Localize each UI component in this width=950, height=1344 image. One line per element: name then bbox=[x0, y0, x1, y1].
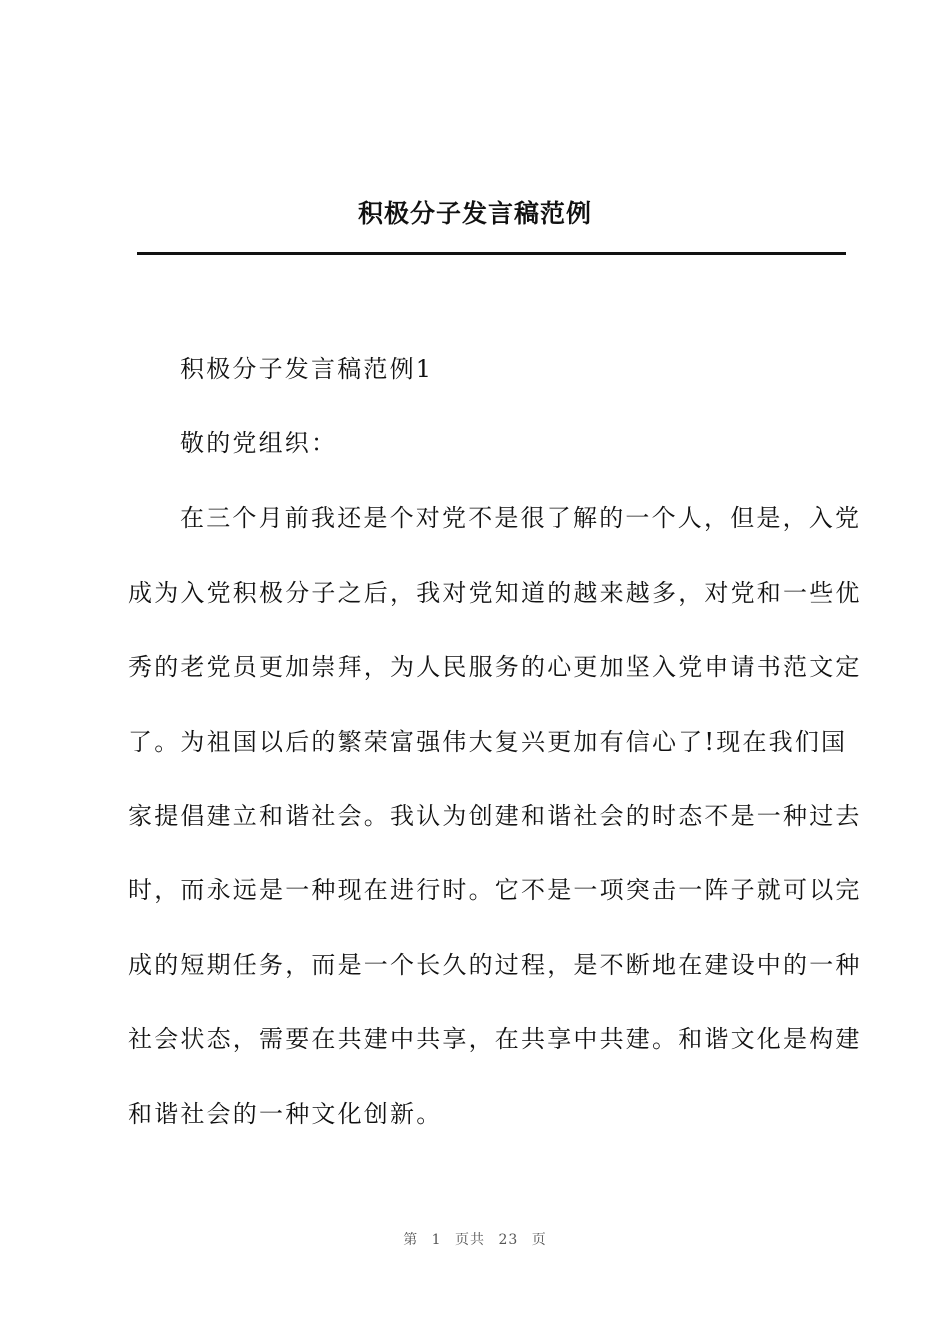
body-line: 成的短期任务，而是一个长久的过程，是不断地在建设中的一种 bbox=[128, 951, 862, 979]
body-line: 家提倡建立和谐社会。我认为创建和谐社会的时态不是一种过去 bbox=[128, 802, 862, 830]
body-line: 社会状态，需要在共建中共享，在共享中共建。和谐文化是构建 bbox=[128, 1025, 862, 1053]
body-line: 了。为祖国以后的繁荣富强伟大复兴更加有信心了!现在我们国 bbox=[128, 728, 848, 756]
salutation: 敬的党组织： bbox=[180, 429, 338, 457]
document-title: 积极分子发言稿范例 bbox=[357, 199, 592, 228]
body-line: 成为入党积极分子之后，我对党知道的越来越多，对党和一些优 bbox=[128, 579, 862, 607]
page-footer: 第 1 页共 23 页 bbox=[403, 1232, 547, 1248]
body-line: 和谐社会的一种文化创新。 bbox=[128, 1100, 443, 1128]
title-divider bbox=[137, 252, 846, 255]
body-line: 秀的老党员更加崇拜，为人民服务的心更加坚入党申请书范文定 bbox=[128, 653, 862, 681]
body-line: 在三个月前我还是个对党不是很了解的一个人，但是，入党 bbox=[180, 504, 862, 532]
body-line: 时，而永远是一种现在进行时。它不是一项突击一阵子就可以完 bbox=[128, 876, 862, 904]
section-heading: 积极分子发言稿范例1 bbox=[180, 355, 434, 383]
